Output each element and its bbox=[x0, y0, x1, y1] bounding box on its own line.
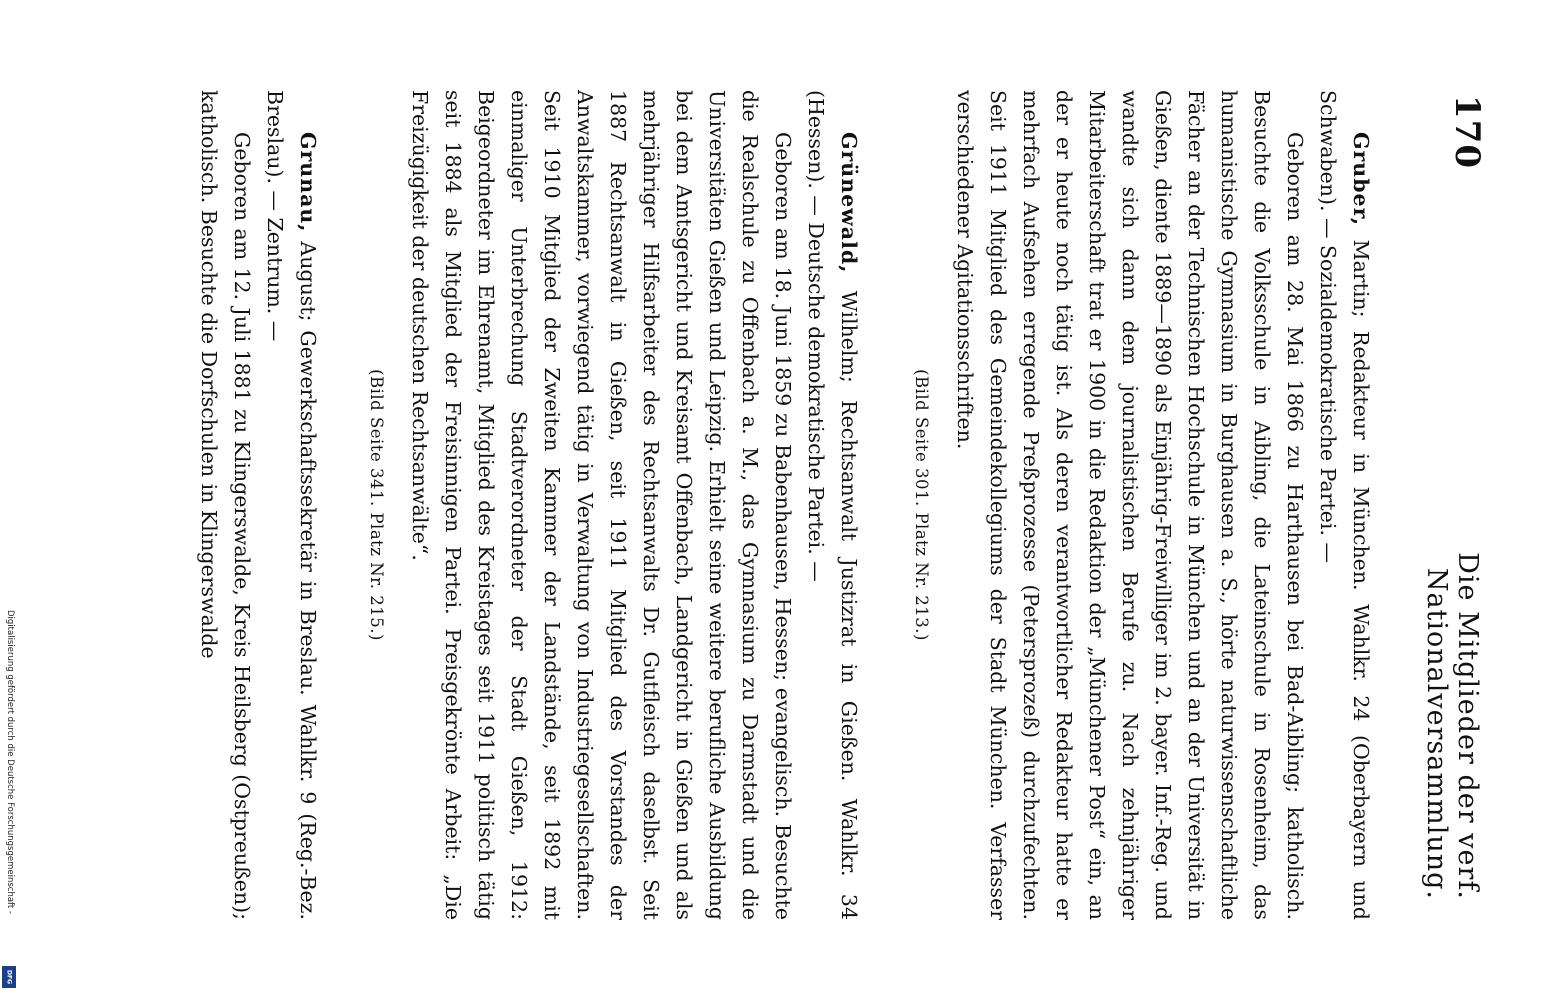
biography-entry bbox=[340, 90, 865, 920]
biography-entry bbox=[192, 90, 324, 920]
entry-body: Geboren am 28. Mai 1866 zu Harthausen bei Bad-Aibling; katholisch. Besuchte die Volksschule in Aibling, die Lateinschule in Rosenheim, das humanistische Gymnasium in Burghausen a. S., hörte naturwissenschaftliche Fächer an der Technischen Hochschule in München und an der Universität in Gießen, diente 1889—1890 als Einjährig-Freiwilliger im 2. bayer. Inf.-Reg. und wandte sich dann dem journalistischen Berufe zu. Nach zehnjähriger Mitarbeiterschaft trat er 1900 in die Redaktion der „Münchener Post“ ein, an der er heute noch tätig ist. Als deren verantwortlicher Redakteur hatte er mehrfach Aufsehen erregende Preßprozesse (Petersprozeß) durchzufechten. Seit 1911 Mitglied des Gemeindekollegiums der Stadt München. Verfasser verschiedener Agitationsschriften. bbox=[953, 90, 1307, 920]
biography-entry bbox=[885, 90, 1377, 920]
entry-heading bbox=[799, 90, 865, 920]
member-summary: Martin; Redakteur in München. Wahlkr. 24 (Oberbayern und Schwaben). — Sozialdemokratische Partei. — bbox=[1316, 90, 1373, 920]
dfg-logo-icon: DFG bbox=[2, 966, 16, 988]
running-title: Die Mitglieder der verf. Nationalversammlung. bbox=[1421, 552, 1483, 900]
page-number: 170 bbox=[1447, 95, 1487, 169]
credit-text: Digitalisierung gefördert durch die Deutsche Forschungsgemeinschaft - bbox=[5, 610, 15, 914]
member-name: Grunau, bbox=[296, 132, 320, 233]
member-name: Grünewald, bbox=[837, 132, 861, 274]
member-summary: August; Gewerkschaftssekretär in Breslau. Wahlkr. 9 (Reg.-Bez. Breslau). — Zentrum. — bbox=[263, 90, 320, 920]
entry-body: Geboren am 18. Juni 1859 zu Babenhausen, Hessen; evangelisch. Besuchte die Realschule zu Offenbach a. M., das Gymnasium zu Darmstadt und die Universitäten Gießen und Leipzig. Erhielt seine weitere berufliche Ausbildung bei dem Amtsgericht und Kreisamt Offenbach, Landgericht in Gießen und als mehrjähriger Hilfsarbeiter des Rechtsanwalts Dr. Gutfleisch daselbst. Seit 1887 Rechtsanwalt in Gießen, seit 1911 Mitglied des Vorstandes der Anwaltskammer, vorwiegend tätig in Verwaltung von Industriegesellschaften. Seit 1910 Mitglied der Zweiten Kammer der Landstände, seit 1892 mit einmaliger Unterbrechung Stadtverordneter der Stadt Gießen, 1912: Beigeordneter im Ehrenamt, Mitglied des Kreistages seit 1911 politisch tätig seit 1884 als Mitglied der Freisinnigen Partei. Preisgekrönte Arbeit: „Die Freizügigkeit der deutschen Rechtsanwälte“. bbox=[408, 90, 795, 920]
entry-heading bbox=[1311, 90, 1377, 920]
member-name: Gruber, bbox=[1349, 132, 1373, 227]
entry-heading bbox=[258, 90, 324, 920]
picture-reference: (Bild Seite 341. Platz Nr. 215.) bbox=[367, 369, 386, 641]
entry-body: Geboren am 12. Juli 1881 zu Klingerswalde, Kreis Heilsberg (Ostpreußen); katholisch. Besuchte die Dorfschulen in Klingerswalde bbox=[197, 90, 254, 920]
digitization-credit bbox=[4, 610, 16, 985]
picture-reference: (Bild Seite 301. Platz Nr. 213.) bbox=[912, 369, 931, 641]
member-summary: Wilhelm; Rechtsanwalt Justizrat in Gießen. Wahlkr. 34 (Hessen). — Deutsche demokratische Partei. — bbox=[804, 90, 861, 920]
